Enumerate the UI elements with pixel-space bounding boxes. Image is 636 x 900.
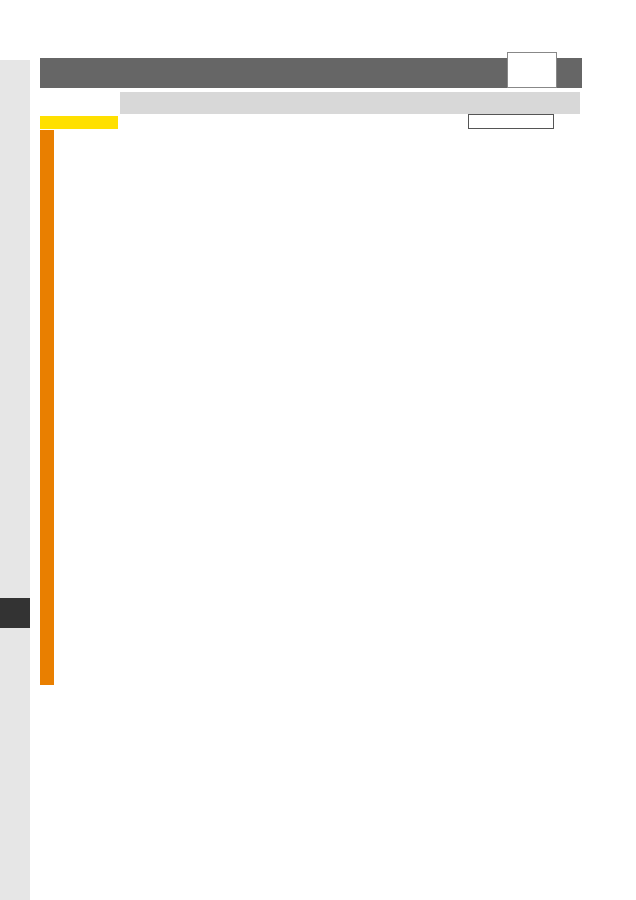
- chapter-number: [0, 598, 30, 628]
- category-label-1: [42, 215, 54, 365]
- section-title: [40, 116, 118, 129]
- side-title: [2, 400, 28, 590]
- starlock-badge: [468, 114, 554, 129]
- table-header: [120, 92, 580, 114]
- banner: [40, 58, 582, 88]
- category-label-2: [42, 520, 54, 620]
- movie-link[interactable]: [507, 52, 557, 88]
